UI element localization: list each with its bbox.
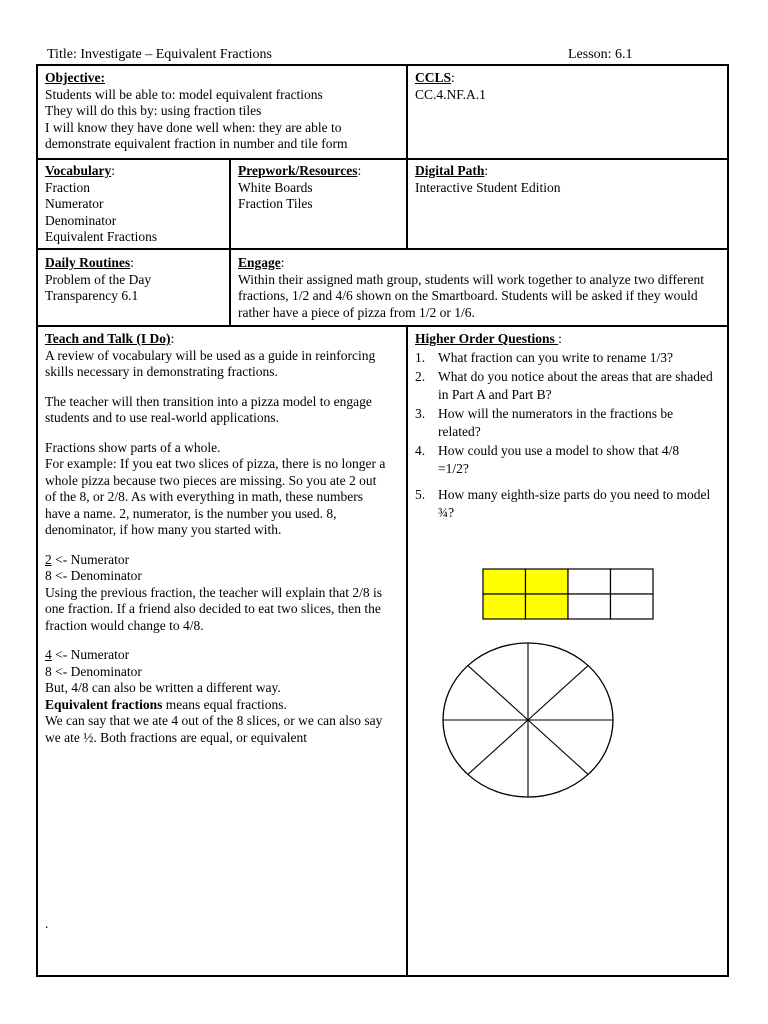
objective-heading: Objective: — [45, 70, 105, 85]
teach-line: skills necessary in demonstrating fractions. — [45, 364, 278, 379]
vocabulary-cell — [45, 163, 225, 246]
fraction-numerator-line — [45, 647, 403, 664]
hoq-line: =1/2? — [438, 460, 469, 476]
fraction-numerator-line — [45, 552, 403, 569]
engage-line: Within their assigned math group, students will work together to analyze two different — [238, 271, 704, 287]
hoq-list — [415, 349, 725, 522]
teach-line: fraction would change to 4/8. — [45, 617, 204, 633]
prepwork-heading: Prepwork/Resources — [238, 163, 358, 178]
denominator-value: 8 — [45, 663, 52, 679]
pizza-model — [440, 640, 616, 800]
trailing-dot: . — [45, 916, 49, 931]
hoq-item — [415, 405, 725, 441]
equivalent-fractions-term: Equivalent fractions — [45, 696, 163, 712]
hoq-number: 3. — [415, 405, 426, 421]
numerator-label: <- Numerator — [51, 551, 130, 567]
unshaded-tile — [611, 594, 654, 619]
hoq-colon: : — [558, 331, 562, 346]
digital-path-cell — [415, 163, 720, 196]
teach-line: We can say that we ate 4 out of the 8 slices, or we can also say — [45, 713, 383, 728]
daily-routines-item: Transparency 6.1 — [45, 288, 139, 303]
objective-line: They will do this by: using fraction tiles — [45, 103, 262, 118]
objective-line: Students will be able to: model equivalent fractions — [45, 86, 323, 102]
prepwork-item: Fraction Tiles — [238, 196, 313, 211]
engage-line: rather have a piece of pizza from 1/2 or 1/6. — [238, 304, 475, 320]
vocabulary-item: Numerator — [45, 196, 104, 211]
hoq-number: 5. — [415, 486, 426, 502]
teach-line: we ate ½. Both fractions are equal, or equivalent — [45, 729, 308, 745]
prepwork-item: White Boards — [238, 179, 313, 195]
unshaded-tile — [568, 594, 611, 619]
hoq-line: How could you use a model to show that 4/8 — [438, 442, 680, 458]
fraction-tile-model — [482, 568, 654, 622]
engage-colon: : — [280, 255, 285, 270]
daily-routines-colon: : — [130, 255, 134, 270]
digital-path-heading: Digital Path — [415, 163, 485, 178]
teach-paragraph — [45, 697, 403, 714]
hoq-cell — [415, 331, 725, 522]
pizza-slice-divider — [468, 666, 528, 720]
numerator-value: 2 — [45, 551, 52, 567]
teach-paragraph: But, 4/8 can also be written a different way. — [45, 680, 281, 695]
hoq-line: What do you notice about the areas that are shaded — [438, 368, 713, 384]
equivalent-fractions-definition: means equal fractions. — [162, 696, 287, 712]
pizza-slice-divider — [528, 666, 588, 720]
hoq-number: 2. — [415, 368, 426, 384]
hoq-item — [415, 349, 725, 367]
objective-line: I will know they have done well when: they are able to — [45, 119, 342, 135]
teach-paragraph — [45, 585, 403, 635]
teach-line: students and to use real-world applications. — [45, 410, 279, 425]
ccls-colon: : — [451, 70, 455, 85]
teach-talk-heading: Teach and Talk (I Do) — [45, 331, 171, 346]
teach-paragraph — [45, 394, 403, 427]
shaded-tile — [483, 594, 526, 619]
teach-line: one fraction. If a friend also decided to eat two slices, then the — [45, 601, 381, 616]
pizza-slice-divider — [468, 720, 528, 774]
teach-line: A review of vocabulary will be used as a guide in reinforcing — [45, 347, 376, 363]
hoq-line: in Part A and Part B? — [438, 386, 552, 402]
shaded-tile — [483, 569, 526, 594]
vocabulary-item: Equivalent Fractions — [45, 229, 158, 244]
hoq-number: 4. — [415, 442, 426, 458]
objective-cell — [45, 70, 400, 153]
lesson-title: Title: Investigate – Equivalent Fractions — [47, 47, 273, 62]
ccls-code: CC.4.NF.A.1 — [415, 86, 486, 102]
digital-path-colon: : — [484, 163, 489, 178]
engage-cell — [238, 255, 723, 321]
vocabulary-item: Fraction — [45, 179, 90, 195]
teach-line: Using the previous fraction, the teacher will explain that 2/8 is — [45, 584, 383, 600]
daily-routines-cell — [45, 255, 225, 305]
daily-routines-item: Problem of the Day — [45, 271, 152, 287]
teach-talk-colon: : — [170, 331, 175, 346]
engage-heading: Engage — [238, 255, 281, 270]
shaded-tile — [526, 569, 569, 594]
hoq-line: ¾? — [438, 504, 455, 520]
ccls-cell — [415, 70, 720, 103]
hoq-number: 1. — [415, 349, 426, 365]
fraction-denominator-line — [45, 664, 403, 681]
hoq-heading: Higher Order Questions — [415, 331, 559, 346]
digital-path-text: Interactive Student Edition — [415, 179, 561, 195]
prepwork-colon: : — [357, 163, 362, 178]
daily-routines-heading: Daily Routines — [45, 255, 131, 270]
teach-paragraph — [45, 348, 403, 381]
hoq-line: How many eighth-size parts do you need to model — [438, 486, 711, 502]
teach-paragraph: Fractions show parts of a whole. — [45, 439, 221, 455]
unshaded-tile — [611, 569, 654, 594]
hoq-line: related? — [438, 423, 481, 439]
vocabulary-item: Denominator — [45, 212, 117, 228]
hoq-item — [415, 368, 725, 404]
teach-paragraph — [45, 456, 403, 539]
teach-line: The teacher will then transition into a pizza model to engage — [45, 393, 372, 409]
unshaded-tile — [568, 569, 611, 594]
teach-line: denominator, if how many you started with. — [45, 522, 282, 537]
engage-line: fractions, 1/2 and 4/6 shown on the Smartboard. Students will be asked if they would — [238, 288, 698, 303]
objective-line: demonstrate equivalent fraction in number and tile form — [45, 136, 348, 151]
teach-line: whole pizza because two pieces are missing. So you ate 2 out — [45, 472, 377, 488]
denominator-label: <- Denominator — [51, 663, 142, 679]
prepwork-cell — [238, 163, 403, 213]
hoq-line: What fraction can you write to rename 1/3? — [438, 349, 674, 365]
teach-line: have a name. 2, numerator, is the number you used. 8, — [45, 505, 337, 521]
teach-line: For example: If you eat two slices of pizza, there is no longer a — [45, 456, 386, 471]
shaded-tile — [526, 594, 569, 619]
numerator-value: 4 — [45, 647, 52, 662]
denominator-label: <- Denominator — [51, 568, 142, 583]
lesson-number: Lesson: 6.1 — [568, 47, 633, 62]
ccls-heading: CCLS — [415, 70, 452, 85]
hoq-line: How will the numerators in the fractions be — [438, 405, 674, 421]
hoq-item — [415, 442, 725, 478]
teach-line: of the 8, or 2/8. As with everything in math, these numbers — [45, 489, 363, 504]
vocabulary-colon: : — [111, 163, 116, 178]
hoq-item — [415, 486, 725, 522]
numerator-label: <- Numerator — [51, 647, 130, 662]
teach-talk-cell — [45, 331, 403, 759]
pizza-slice-divider — [528, 720, 588, 774]
teach-paragraph — [45, 713, 403, 746]
fraction-denominator-line — [45, 568, 403, 585]
vocabulary-heading: Vocabulary — [45, 163, 112, 178]
denominator-value: 8 — [45, 568, 52, 583]
